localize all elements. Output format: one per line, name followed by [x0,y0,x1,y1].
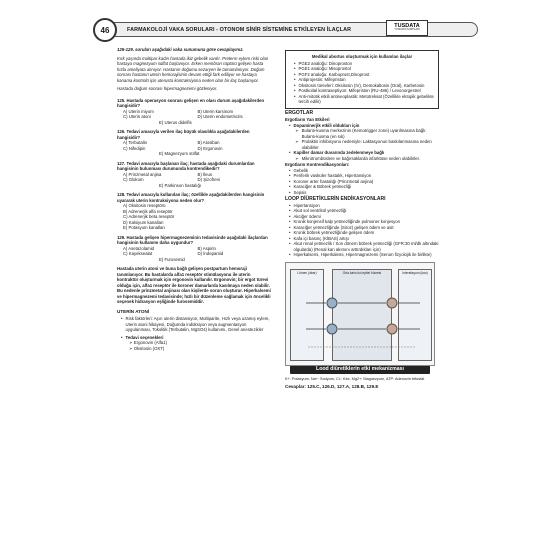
list-item [290,94,434,105]
option-b: B) Aspirin [197,245,216,251]
ergot-item: Dopaminerjik etkili oldukları için [293,122,360,128]
question-127 [117,161,272,189]
logo-text: TUSDATA [394,22,420,29]
contraindications-list [285,168,439,196]
bullet-icon: • [289,202,291,208]
loop-list [285,203,439,258]
list-item [289,241,439,252]
loop-item: Kronik konjensif kalp yetmezliğinde pulmoner konjesyon [293,219,401,224]
question-intro: 125-129. soruları aşağıdaki vaka sunumuna göre cevaplayınız. [117,47,244,52]
option-b: B) Adrenerjik alfa reseptör [123,208,173,214]
abortus-box [285,50,439,109]
option-d: D) Uterin endometriozis [197,114,243,119]
risk-factors: Risk faktörleri: Aşırı uterin distansiyon, Multiparite, Hızlı veya uzamış eylem, Uterin atoni hikayesi, Doğumda indüksiyon veya augmentasyon uygulanması, Tokolitik (Terbutalin, MgSO4) kullanımı, Genel anestezikler [125,316,270,332]
option-c: C) Nifedipin [123,145,146,151]
option-e: E) Parkinson hastalığı [159,182,202,188]
list-item [121,316,272,333]
bullet-icon: • [294,88,296,93]
ergot-item: Kapiller damar duvarında zedelenmeye bağlı [293,150,385,155]
bullet-icon: • [289,230,291,235]
question-stem: 129. Hastada gelişen hipermagnezeminin tedavisinde aşağıdaki ilaçlardan hangisinin kullanımı daha uygundur? [117,234,268,245]
ergot-item: Mikrotrombüslere ve bağırsaklarda infarktüse neden olabilirler. [301,155,421,161]
loop-item: Kronik böbrek yetmezliğinde gelişen ödem [293,230,375,235]
option-e: E) Magnezyum sülfat [159,151,200,156]
left-column [117,47,272,351]
bullet-icon: • [289,219,291,224]
contra-item: Karaciğer & Böbrek yetmezliği [293,184,352,189]
loop-item: Kafa içi basınç (KİBAS) artışı [293,235,349,241]
case-text: Kırk yaşında multipar kadın hastada ikiz gebelik vardır. Preterm eylem riski olan hastaya magnezyum sülfat başlanıyor. Erken membran rüptürü gelişen hasta hızla ameliyata alınıyor. Hastanın doğumu sezaryen ile tamamlanıyor. Doğum sonrası hastanın uterin hemorajisinin devam ettiği fark ediliyor ve hastaya kanama kontrolü için uterusta kontraksiyona neden olan bir ilaç başlanıyor. [117,55,269,83]
transport-arrows-icon [286,263,436,367]
bullet-icon: • [289,184,291,189]
cell-label: Orta kalın kol epitel hücresi [342,270,382,275]
option-e: E) Uterus didelfis [159,119,192,125]
option-a: A) Oksitosin reseptörü [123,203,166,208]
list-item [289,190,439,196]
treatment-item: Ergonovin (Alfa1) [133,340,167,345]
bullet-icon: • [289,208,291,213]
contra-item: Koroner arter hastalığı (Prinzmetal anjina) [293,178,374,184]
box-item: Anti-mitotik etkili antineoplastik: Metotreksat (Özellikle ektopik gebelikte tercih edilir) [298,93,434,104]
contraindications-title: Ergotların Kontrendikasyonları: [285,162,350,167]
bullet-icon: • [121,316,123,321]
ergot-subtitle: Ergotların Yan Etkileri [285,117,330,122]
treatment-item: Oksitosin (OXT) [133,345,165,351]
bullet-icon: • [289,178,291,184]
question-126 [117,129,272,157]
bullet-icon: • [289,122,291,128]
figure-caption: Lood diüretiklerin etki mekanizması [290,365,430,375]
list-item [129,346,272,352]
option-c: C) Uterin atoni [123,114,151,119]
loop-item: Hipertansiyon [293,202,320,208]
section-title: UTERİN ATONİ [117,308,150,314]
right-column [285,50,439,389]
option-a: A) Prinzmetal anjina [123,171,162,177]
contra-item: Periferik vasküler hastalık, Hipertansiyon [293,173,372,178]
arrow-icon: ➢ [295,139,299,144]
loop-title: LOOP DİÜRETİKLERİN ENDİKASYONLARI [285,196,386,202]
box-item: Antiprojestin: Mifepriston [298,77,346,82]
loop-item: Akut renal yetmezlik / Son dönem böbrek yetmezliği (GFR:30 ml/dk altındaki olgularda) (Renal kan akımını arttırdıkları için) [293,241,439,252]
contra-item: Sepsis [293,189,307,195]
question-stem: 126. Tedavi amacıyla verilen ilaç büyük olasılıkla aşağıdakilerden hangisidir? [117,129,250,140]
bullet-icon: • [289,189,291,195]
bullet-icon: • [289,235,291,241]
list-item [289,252,439,258]
question-129 [117,235,272,263]
interstitium-label: İnterstisyum (kan) [402,270,428,275]
explanation: Hastada uterin atoni ve buna bağlı gelişen postpartum hemoraji tanımlanıyor. Bu hastalarda alfa1 reseptör stimülasyonu ile uterin kontraktür oluşturmak için ergonovin kullanılır. Ergonovin; bir ergot türevi olduğu için, alfa1 reseptör ile koroner damarlarda kasılmaya neden olabilir. Bu nedenle prinzmetal anjinası olan kişilerde sorun oluşturur. Hiperkalsemi ve hipermagnezemi tedavisinde; hızlı bir düzenleme sağlamak için öncelikli seçenek hidrasyon eşliğinde furosemiddir. [117,266,271,304]
bullet-icon: • [289,213,291,219]
bullet-icon: • [289,252,291,257]
option-e: E) Furosemid [159,256,185,262]
question-stem: 128. Tedavi amacıyla kullanılan ilaç; özellikle aşağıdakilerden hangisinin uyararak uterin kontraksiyona neden olur? [117,192,265,203]
bullet-icon: • [289,150,291,155]
option-a: A) Uterin miyom [123,108,154,114]
option-b: B) İleus [197,171,213,177]
option-b: B) Atosiban [197,140,220,145]
loop-diuretic-figure [285,262,435,366]
box-item: PGE2 analoğu: Dinoproston [298,60,353,66]
bullet-icon: • [121,334,123,340]
bullet-icon: • [294,82,296,88]
list-item [289,139,439,150]
option-c: C) Glokom [123,177,144,182]
option-a: A) Asetazolamid [123,245,155,251]
arrow-icon: ➢ [129,345,134,351]
case-text-2: Hastada doğum sonrası hipermagnezemi gözleniyor. [117,86,218,91]
option-d: D) Kalsiyum kanalları [123,219,164,225]
ergot-item: Bulantı-kusma merkezinin (Kemotrigger zone) uyarılmasına bağlı: Bulantı-kusma (en sık) [301,128,427,139]
ergot-title: ERGOTLAR [285,109,314,116]
loop-item: Hiperkalsemi, Hiperkalemi, Hipermagnezemi (Serum fizyolojik ile birlikte) [293,252,432,257]
arrow-icon: ➢ [295,155,299,161]
option-b: B) Uterin karsinom [197,108,234,114]
arrow-icon: ➢ [295,128,299,133]
loop-item: Akciğer ödemi [293,213,321,219]
publisher-logo [386,20,428,36]
logo-subtext: TUSDATA KAMPLARI [394,28,420,32]
list-item [289,156,439,162]
question-stem: 127. Tedavi amacıyla başlanan ilaç; hastada aşağıdaki durumlardan hangisinin bulunması durumunda kontrendikedir? [117,160,255,171]
box-item: PGE1 analoğu: Misoprostol [298,66,351,71]
bullet-icon: • [289,224,291,230]
answers: Cevaplar: 125.C, 126.D, 127.A, 128.B, 129.E [285,383,379,389]
loop-item: Akut sol ventrikül yetmezliği [293,208,347,213]
bullet-icon: • [289,173,291,178]
bullet-icon: • [294,60,296,66]
contra-item: Gebelik [293,167,309,173]
bullet-icon: • [294,77,296,82]
chapter-title: FARMAKOLOJİ VAKA SORULARI - OTONOM SİNİR SİSTEMİNE ETKİLEYEN İLAÇLAR [127,26,352,33]
bullet-icon: • [294,93,296,99]
bullet-icon: • [289,241,291,246]
box-item: Postkoital kontraseptiyon: Mifepriston (RU-486) / Levonorgestrel [298,88,421,93]
atoni-list [117,316,272,351]
option-e: E) Potasyum kanalları [123,225,166,230]
option-d: D) Şizofreni [197,177,220,182]
bullet-icon: • [289,167,291,173]
box-item: PGF2 analoğu: Karboprost,Dinoprost [298,71,370,77]
ergot-list [285,123,439,162]
treatment-title: Tedavi seçenekleri [125,334,164,340]
bullet-icon: • [294,66,296,71]
question-stem: 125. Hastada operasyon sonrası gelişen en olası durum aşağıdakilerden hangisidir? [117,97,265,108]
question-128 [117,192,272,231]
arrow-icon: ➢ [129,340,134,345]
treatment-list [121,340,272,351]
ergot-item: Prolaktin inhibisyonu nedeniyle: Laktasyonun baskılanmasına neden olabilirler [301,139,432,150]
bullet-icon: • [294,71,296,77]
option-c: C) Kayeksealat [123,251,153,256]
question-125 [117,98,272,126]
option-d: D) İndepamid [197,251,224,256]
list-item [289,128,439,139]
abbreviation-note: K+: Potasyum, Na+: Sodyum, Cl-: Klor, Mg2+: Magnezyum, ATP: Adenozin trifosfat [285,377,425,381]
option-c: C) Adrenerjik beta reseptör [123,214,175,219]
option-a: A) Terbutalin [123,140,148,145]
loop-item: Karaciğer yetmezliğinde (Siroz) gelişen ödem ve asit [293,224,394,230]
box-item: Oksitosin türevleri: Oksitosin (IV), Demokaltosin (Oral), Karbetosin [298,82,425,88]
option-d: D) Ergonovin [197,145,223,151]
box-title: Medikal abortus oluşturmak için kullanılan ilaçlar [311,54,413,59]
page-number: 46 [93,18,117,42]
lumen-label: Lümen (idrar) [297,270,317,275]
